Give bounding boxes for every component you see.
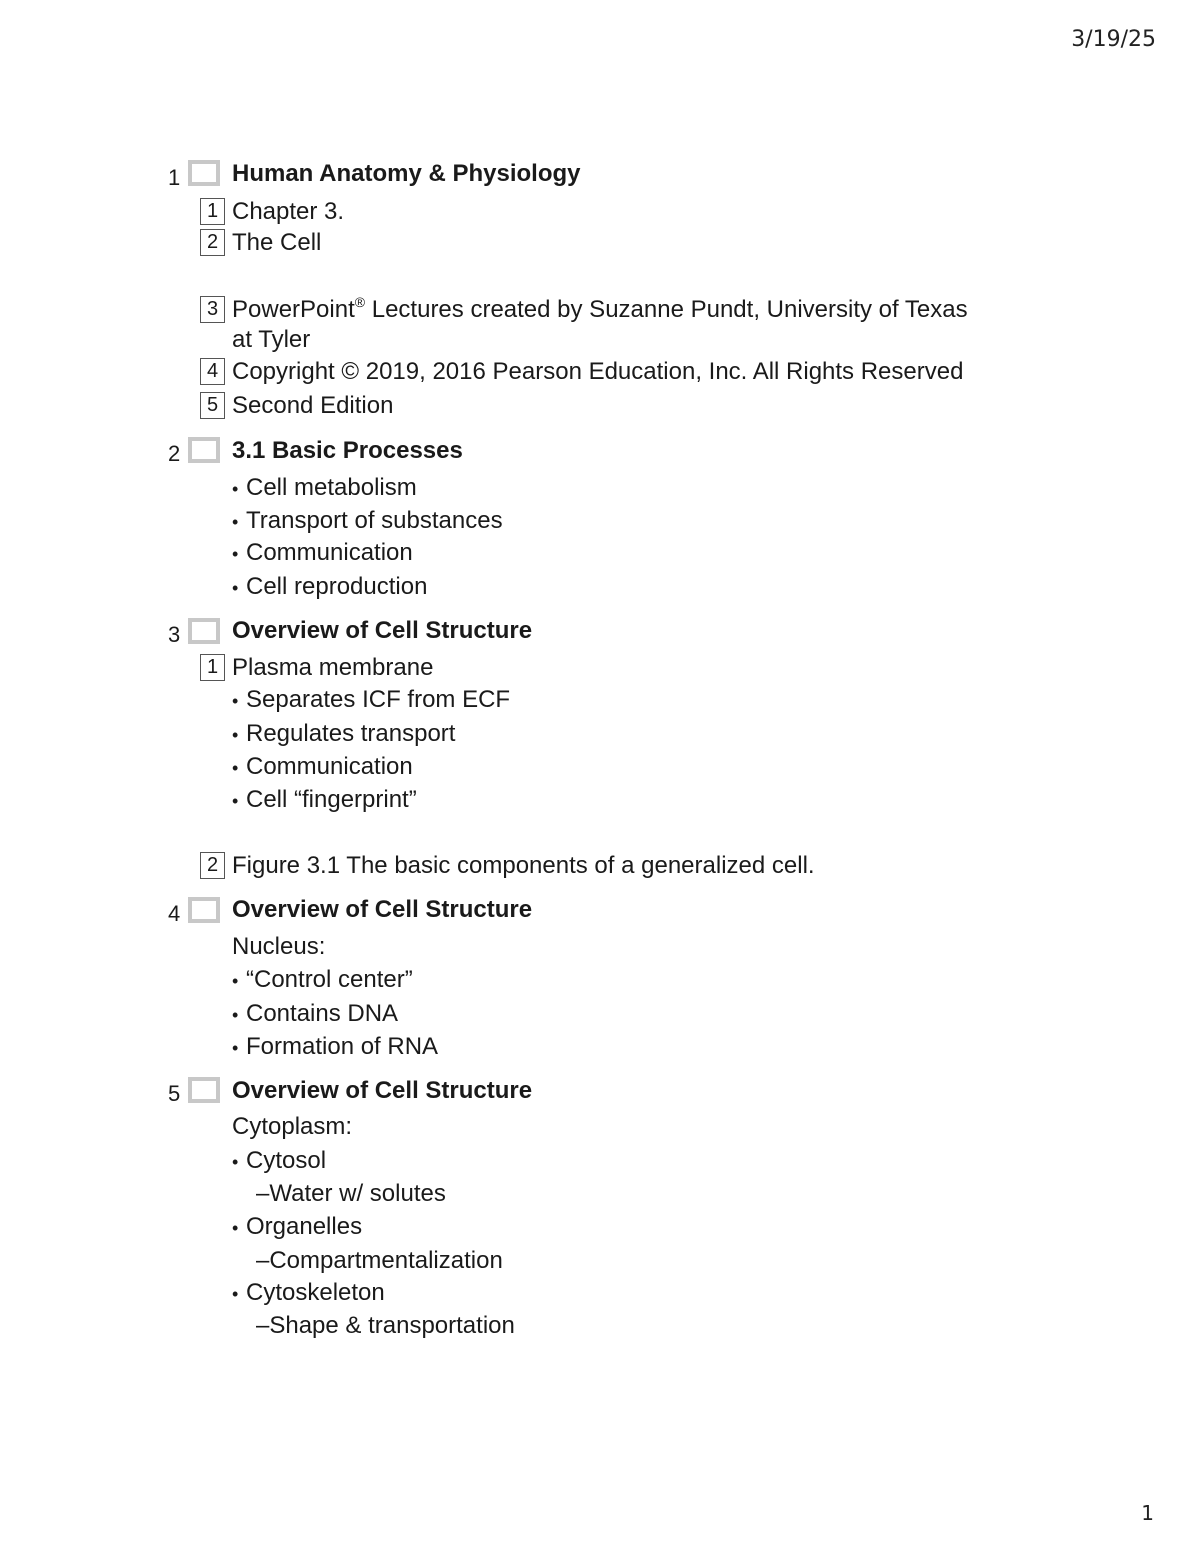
bullet-item: • “Control center”: [232, 966, 413, 993]
bullet-item: • Separates ICF from ECF: [232, 686, 511, 713]
lead-text: Cytoplasm:: [232, 1113, 353, 1140]
note-text: Chapter 3.: [232, 198, 345, 225]
bullet-item: • Regulates transport: [232, 720, 456, 747]
slide-title: Human Anatomy & Physiology: [232, 160, 581, 187]
note-number-box: 5: [200, 392, 225, 419]
slide-number: 5: [168, 1081, 181, 1106]
slide-title: Overview of Cell Structure: [232, 617, 533, 644]
note-number-box: 2: [200, 229, 225, 256]
print-date: 3/19/25: [1071, 27, 1156, 52]
bullet-item: • Formation of RNA: [232, 1033, 439, 1060]
bullet-item: • Cytosol: [232, 1147, 327, 1174]
note-number-box: 1: [200, 654, 225, 681]
note-number-box: 4: [200, 358, 225, 385]
page-number: 1: [1141, 1501, 1154, 1525]
sub-item: –Compartmentalization: [256, 1247, 503, 1274]
note-text-continued: at Tyler: [232, 326, 311, 353]
slide-title: Overview of Cell Structure: [232, 896, 533, 923]
note-text: Second Edition: [232, 392, 394, 419]
slide-number: 4: [168, 901, 181, 926]
note-text: PowerPoint® Lectures created by Suzanne Pundt, University of Texas: [232, 294, 968, 323]
bullet-item: • Cell reproduction: [232, 573, 428, 600]
note-text: Figure 3.1 The basic components of a generalized cell.: [232, 852, 815, 879]
slide-thumbnail: [188, 160, 220, 186]
bullet-item: • Transport of substances: [232, 507, 503, 534]
bullet-item: • Communication: [232, 539, 413, 566]
sub-item: –Shape & transportation: [256, 1312, 515, 1339]
slide-number: 3: [168, 622, 181, 647]
bullet-item: • Communication: [232, 753, 413, 780]
slide-thumbnail: [188, 437, 220, 463]
slide-number: 1: [168, 165, 181, 190]
bullet-item: • Cell “fingerprint”: [232, 786, 417, 813]
note-text: Copyright © 2019, 2016 Pearson Education, Inc. All Rights Reserved: [232, 358, 964, 385]
note-number-box: 2: [200, 852, 225, 879]
lead-text: Nucleus:: [232, 933, 326, 960]
bullet-item: • Cell metabolism: [232, 474, 417, 501]
sub-item: –Water w/ solutes: [256, 1180, 446, 1207]
note-number-box: 3: [200, 296, 225, 323]
slide-thumbnail: [188, 618, 220, 644]
slide-thumbnail: [188, 1077, 220, 1103]
note-number-box: 1: [200, 198, 225, 225]
note-text: The Cell: [232, 229, 322, 256]
note-text: Plasma membrane: [232, 654, 434, 681]
slide-thumbnail: [188, 897, 220, 923]
bullet-item: • Cytoskeleton: [232, 1279, 385, 1306]
bullet-item: • Contains DNA: [232, 1000, 399, 1027]
bullet-item: • Organelles: [232, 1213, 363, 1240]
slide-number: 2: [168, 441, 181, 466]
slide-title: Overview of Cell Structure: [232, 1077, 533, 1104]
slide-title: 3.1 Basic Processes: [232, 437, 463, 464]
